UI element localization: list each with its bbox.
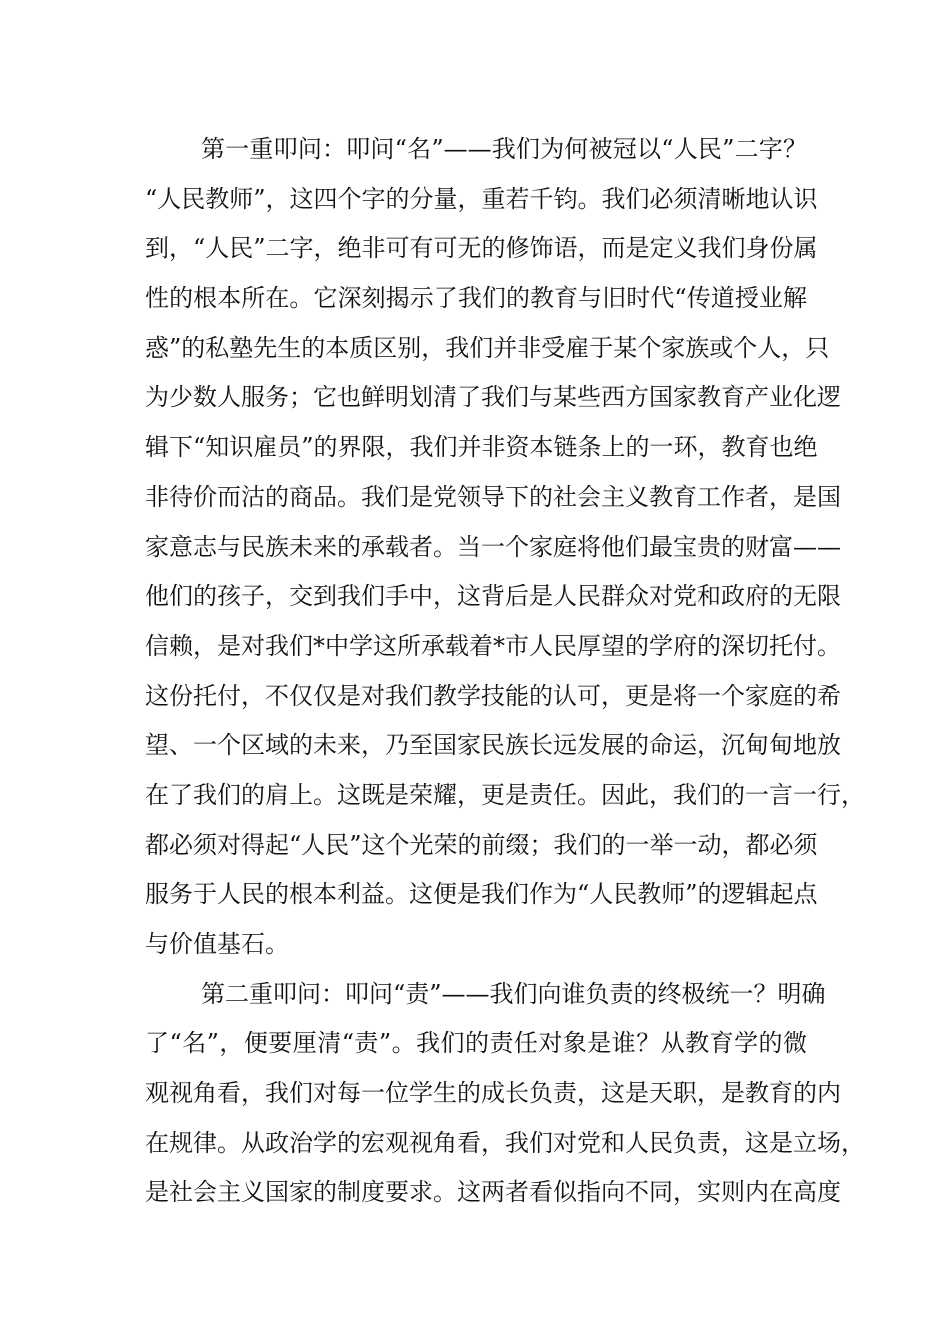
text-line: 第一重叩问：叩问“名”——我们为何被冠以“人民”二字？	[201, 135, 807, 163]
text-line: 辑下“知识雇员”的界限，我们并非资本链条上的一环，教育也绝	[145, 433, 818, 462]
text-line: 了“名”，便要厘清“责”。我们的责任对象是谁？从教育学的微	[145, 1029, 807, 1058]
text-line: 与价值基石。	[145, 930, 289, 958]
document-page	[145, 125, 865, 1218]
text-line: 第二重叩问：叩问“责”——我们向谁负责的终极统一？明确	[201, 979, 826, 1008]
paragraph	[145, 970, 865, 1218]
text-line: 在规律。从政治学的宏观视角看，我们对党和人民负责，这是立场，	[145, 1128, 865, 1157]
text-line: 望、一个区域的未来，乃至国家民族长远发展的命运，沉甸甸地放	[145, 731, 841, 760]
text-line: 观视角看，我们对每一位学生的成长负责，这是天职，是教育的内	[145, 1079, 841, 1108]
text-line: 服务于人民的根本利益。这便是我们作为“人民教师”的逻辑起点	[145, 880, 818, 909]
text-line: 信赖，是对我们*中学这所承载着*市人民厚望的学府的深切托付。	[145, 631, 841, 660]
text-line: 都必须对得起“人民”这个光荣的前缀；我们的一举一动，都必须	[145, 830, 818, 859]
text-line: 非待价而沽的商品。我们是党领导下的社会主义教育工作者，是国	[145, 482, 841, 511]
text-line: 性的根本所在。它深刻揭示了我们的教育与旧时代“传道授业解	[145, 284, 807, 313]
text-line: 惑”的私塾先生的本质区别，我们并非受雇于某个家族或个人，只	[145, 333, 830, 362]
text-line: 他们的孩子，交到我们手中，这背后是人民群众对党和政府的无限	[145, 582, 841, 611]
text-line: 这份托付，不仅仅是对我们教学技能的认可，更是将一个家庭的希	[145, 681, 841, 710]
text-line: 家意志与民族未来的承载者。当一个家庭将他们最宝贵的财富——	[145, 532, 841, 561]
text-line: 为少数人服务；它也鲜明划清了我们与某些西方国家教育产业化逻	[145, 383, 841, 412]
text-line: 到，“人民”二字，绝非可有可无的修饰语，而是定义我们身份属	[145, 234, 818, 263]
paragraph	[145, 125, 865, 970]
text-line: 是社会主义国家的制度要求。这两者看似指向不同，实则内在高度	[145, 1178, 841, 1207]
text-line: 在了我们的肩上。这既是荣耀，更是责任。因此，我们的一言一行，	[145, 780, 865, 809]
text-line: “人民教师”，这四个字的分量，重若千钧。我们必须清晰地认识	[145, 184, 818, 213]
